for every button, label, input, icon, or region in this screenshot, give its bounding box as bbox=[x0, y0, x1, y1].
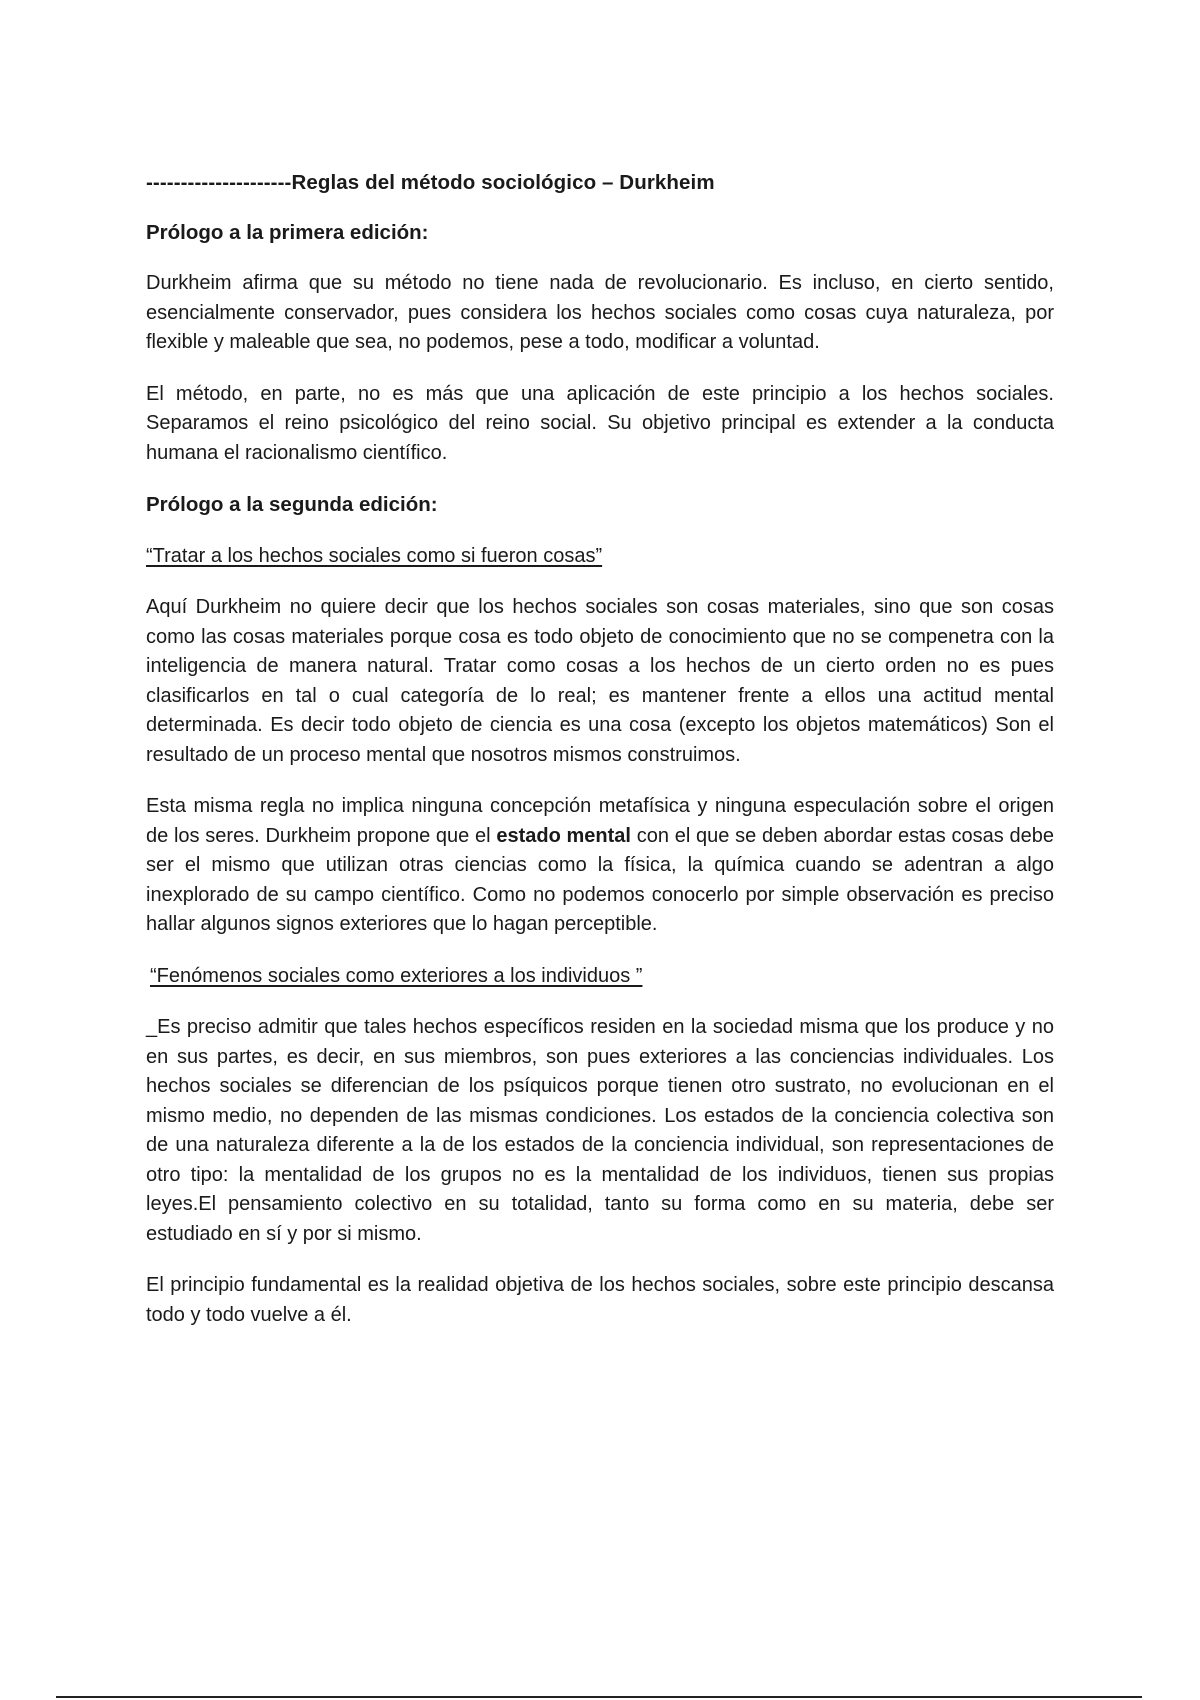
prologue-first-edition-heading: Prólogo a la primera edición: bbox=[146, 220, 429, 244]
paragraph-text-after-bold: con el que se deben abordar estas cosas debe ser el mismo que utilizan otras ciencias como la física, la química cuando se adentran a algo inexplorado de su campo científico. Como no podemos conocerlo por simple observación es preciso hallar algunos signos exteriores que lo hagan perceptible. bbox=[146, 824, 1055, 935]
prologue-first-edition-paragraph-2: El método, en parte, no es más que una aplicación de este principio a los hechos sociales. Separamos el reino psicológico del reino social. Su objetivo principal es extender a la conducta humana el racionalismo científico. bbox=[146, 382, 1054, 464]
prologue-first-edition-paragraph-1: Durkheim afirma que su método no tiene nada de revolucionario. Es incluso, en cierto sentido, esencialmente conservador, pues considera los hechos sociales como cosas cuya naturaleza, por flexible y maleable que sea, no podemos, pese a todo, modificar a voluntad. bbox=[146, 272, 1054, 353]
section-external-phenomena-subheading: “Fenómenos sociales como exteriores a los individuos ” bbox=[150, 964, 643, 987]
section-external-phenomena-paragraph-1: _Es preciso admitir que tales hechos específicos residen en la sociedad misma que los produce y no en sus partes, es decir, en sus miembros, son pues exteriores a las conciencias individuales. Los hechos sociales se diferencian de los psíquicos porque tienen otro sustrato, no evolucionan en el mismo medio, no dependen de las mismas condiciones. Los estados de la conciencia colectiva son de una naturaleza diferente a la de los estados de la conciencia individual, son representaciones de otro tipo: la mentalidad de los grupos no es la mentalidad de los individuos, tienen sus propias leyes.El pensamiento colectivo en su totalidad, tanto su forma como en su materia, debe ser estudiado en sí y por si mismo. bbox=[146, 1016, 1054, 1245]
section-treat-as-things-paragraph-1: Aquí Durkheim no quiere decir que los hechos sociales son cosas materiales, sino que son cosas como las cosas materiales porque cosa es todo objeto de conocimiento que no se compenetra con la inteligencia de manera natural. Tratar como cosas a los hechos de un cierto orden no es pues clasificarlos en tal o cual categoría de lo real; es mantener frente a ellos una actitud mental determinada. Es decir todo objeto de ciencia es una cosa (excepto los objetos matemáticos) Son el resultado de un proceso mental que nosotros mismos construimos. bbox=[146, 596, 1054, 766]
section-external-phenomena-paragraph-2: El principio fundamental es la realidad objetiva de los hechos sociales, sobre este principio descansa todo y todo vuelve a él. bbox=[146, 1274, 1054, 1326]
document-body bbox=[146, 168, 1054, 1352]
bold-term-estado-mental: estado mental bbox=[496, 824, 631, 847]
prologue-second-edition-heading: Prólogo a la segunda edición: bbox=[146, 493, 438, 516]
section-treat-as-things-paragraph-2 bbox=[146, 792, 1054, 940]
paragraph-text-before-bold: Esta misma regla no implica ninguna concepción metafísica y ninguna especulación sobre el origen de los seres. Durkheim propone que el bbox=[146, 795, 1054, 847]
section-treat-as-things-subheading: “Tratar a los hechos sociales como si fueron cosas” bbox=[146, 544, 603, 567]
document-title: ---------------------Reglas del método sociológico – Durkheim bbox=[146, 171, 715, 194]
page-bottom-divider bbox=[56, 1696, 1142, 1698]
